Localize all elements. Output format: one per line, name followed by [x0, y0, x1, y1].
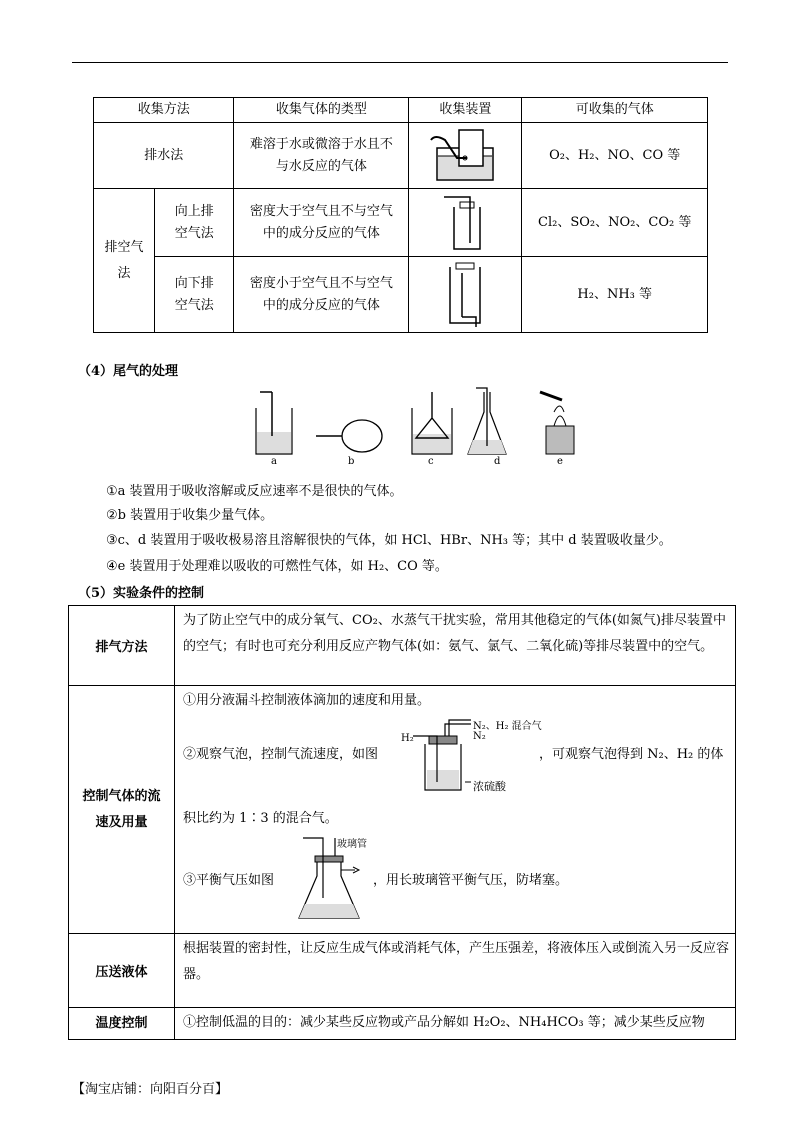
apparatus-up-figure — [409, 189, 522, 257]
table-row — [69, 934, 736, 1008]
row-content: ①控制低温的目的：减少某些反应物或产品分解如 H₂O₂、NH₄HCO₃ 等；减少某些反应物 — [175, 1008, 736, 1040]
type-cell: 密度大于空气且不与空气 中的成分反应的气体 — [234, 189, 409, 257]
type-cell: 难溶于水或微溶于水且不 与水反应的气体 — [234, 123, 409, 189]
row-content: 根据装置的密封性，让反应生成气体或消耗气体，产生压强差，将液体压入或倒流入另一反应容器。 — [175, 934, 736, 1008]
collection-table — [93, 97, 708, 333]
gases-cell: O₂、H₂、NO、CO 等 — [522, 123, 708, 189]
air-method-cell: 排空气法 — [94, 189, 155, 333]
table-row — [69, 1008, 736, 1040]
method-cell: 向下排 空气法 — [155, 257, 234, 333]
fig-label: a — [271, 456, 277, 467]
header-rule — [72, 62, 728, 63]
table-row — [94, 189, 708, 257]
header-cell: 收集气体的类型 — [234, 98, 409, 123]
header-cell: 可收集的气体 — [522, 98, 708, 123]
fig-label: b — [348, 456, 355, 467]
method-cell: 排水法 — [94, 123, 234, 189]
tail-gas-figure — [250, 386, 580, 470]
bubbler-figure: H₂ N₂、H₂ 混合气 N₂ 浓硫酸 — [401, 721, 542, 793]
table-row — [94, 123, 708, 189]
fig-label: e — [557, 456, 563, 467]
apparatus-water-figure — [409, 123, 522, 189]
apparatus-b — [316, 420, 382, 452]
row-content — [175, 686, 736, 934]
table-row — [94, 257, 708, 333]
fig-label: c — [428, 456, 434, 467]
row-label: 压送液体 — [69, 934, 175, 1008]
table-row — [69, 686, 736, 934]
row-content: 为了防止空气中的成分氧气、CO₂、水蒸气干扰实验，常用其他稳定的气体(如氮气)排尽装置中的空气；有时也可充分利用反应产物气体(如：氨气、氯气、二氧化硫)等排尽装置中的空气。 — [175, 606, 736, 686]
row-label: 控制气体的流 速及用量 — [69, 686, 175, 934]
table-header-row — [94, 98, 708, 123]
apparatus-d — [468, 388, 506, 454]
apparatus-a — [256, 392, 292, 454]
footer-text: 【淘宝店铺：向阳百分百】 — [72, 1082, 229, 1097]
gases-cell: Cl₂、SO₂、NO₂、CO₂ 等 — [522, 189, 708, 257]
gases-cell: H₂、NH₃ 等 — [522, 257, 708, 333]
flow-p2c: 积比约为 1∶3 的混合气。 — [183, 811, 338, 826]
note-item: ④e 装置用于处理难以吸收的可燃性气体，如 H₂、CO 等。 — [106, 559, 448, 574]
note-item: ②b 装置用于收集少量气体。 — [106, 508, 274, 523]
conditions-table — [68, 605, 736, 1040]
header-cell: 收集装置 — [409, 98, 522, 123]
apparatus-c — [412, 392, 452, 454]
flow-p3-line: ③平衡气压如图 玻璃管 ，用长玻璃管平衡气压，防堵塞。 — [183, 836, 729, 924]
note-item: ①a 装置用于吸收溶解或反应速率不是很快的气体。 — [106, 484, 403, 499]
row-label: 温度控制 — [69, 1008, 175, 1040]
method-cell: 向上排 空气法 — [155, 189, 234, 257]
flow-p2-line: ②观察气泡，控制气流速度，如图 H₂ N₂、H₂ 混合气 N₂ 浓硫酸 ，可观察气泡得到 N₂、H₂ 的体 — [183, 714, 729, 798]
pressure-balance-figure: 玻璃管 — [293, 836, 383, 922]
fig-label: d — [494, 456, 501, 467]
type-cell: 密度小于空气且不与空气 中的成分反应的气体 — [234, 257, 409, 333]
note-item: ③c、d 装置用于吸收极易溶且溶解很快的气体，如 HCl、HBr、NH₃ 等；其中 d 装置吸收量少。 — [106, 533, 672, 548]
section5-title: （5）实验条件的控制 — [78, 586, 205, 601]
header-cell: 收集方法 — [94, 98, 234, 123]
row-label: 排气方法 — [69, 606, 175, 686]
apparatus-down-figure — [409, 257, 522, 333]
flow-p1: ①用分液漏斗控制液体滴加的速度和用量。 — [183, 693, 431, 708]
table-row — [69, 606, 736, 686]
section4-title: （4）尾气的处理 — [78, 364, 179, 379]
apparatus-e — [540, 392, 574, 454]
